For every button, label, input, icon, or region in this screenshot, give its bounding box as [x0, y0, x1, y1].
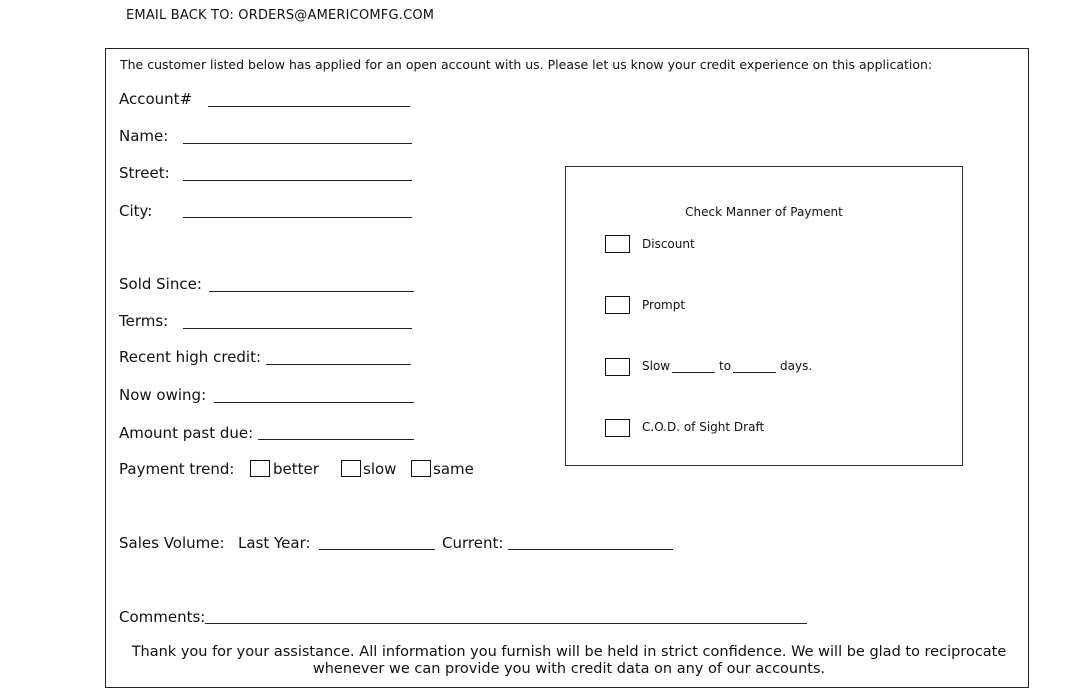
account-label: Account#: [119, 90, 193, 108]
thank-you-note: Thank you for your assistance. All information you furnish will be held in strict confidence. We will be glad to reciprocate whenever we can provide you with credit data on any of our accounts.: [131, 644, 1007, 677]
email-back-header: EMAIL BACK TO: ORDERS@AMERICOMFG.COM: [126, 8, 435, 23]
city-label: City:: [119, 202, 153, 220]
trend-better-label: better: [273, 460, 319, 478]
comments-label: Comments:: [119, 608, 206, 626]
amount-past-due-input-line[interactable]: [258, 439, 414, 440]
trend-same-checkbox[interactable]: [411, 460, 431, 477]
payment-manner-title: Check Manner of Payment: [685, 205, 843, 219]
slow-to-days-line[interactable]: [733, 372, 776, 373]
street-input-line[interactable]: [183, 180, 412, 181]
amount-past-due-label: Amount past due:: [119, 424, 254, 442]
slow-days-label: days.: [780, 359, 813, 373]
sold-since-label: Sold Since:: [119, 275, 202, 293]
trend-same-label: same: [433, 460, 474, 478]
now-owing-label: Now owing:: [119, 386, 207, 404]
cod-label: C.O.D. of Sight Draft: [642, 420, 765, 434]
form-intro: The customer listed below has applied for an open account with us. Please let us know your credit experience on this application:: [120, 57, 933, 72]
trend-better-checkbox[interactable]: [250, 460, 270, 477]
prompt-checkbox[interactable]: [605, 296, 630, 314]
city-input-line[interactable]: [183, 217, 412, 218]
name-input-line[interactable]: [183, 143, 412, 144]
sales-volume-label: Sales Volume:: [119, 534, 225, 552]
sold-since-input-line[interactable]: [209, 291, 414, 292]
trend-slow-checkbox[interactable]: [341, 460, 361, 477]
slow-label: Slow: [642, 359, 671, 373]
account-input-line[interactable]: [208, 106, 410, 107]
name-label: Name:: [119, 127, 169, 145]
cod-checkbox[interactable]: [605, 419, 630, 437]
trend-slow-label: slow: [363, 460, 397, 478]
street-label: Street:: [119, 164, 170, 182]
terms-label: Terms:: [119, 312, 169, 330]
discount-checkbox[interactable]: [605, 235, 630, 253]
slow-checkbox[interactable]: [605, 358, 630, 376]
comments-input-line[interactable]: [205, 623, 807, 624]
recent-high-credit-input-line[interactable]: [266, 364, 411, 365]
current-label: Current:: [442, 534, 504, 552]
last-year-label: Last Year:: [238, 534, 311, 552]
payment-trend-label: Payment trend:: [119, 460, 235, 478]
prompt-label: Prompt: [642, 298, 686, 312]
slow-from-days-line[interactable]: [672, 372, 715, 373]
slow-to-label: to: [719, 359, 732, 373]
current-input-line[interactable]: [508, 549, 673, 550]
now-owing-input-line[interactable]: [214, 402, 414, 403]
terms-input-line[interactable]: [183, 328, 412, 329]
discount-label: Discount: [642, 237, 695, 251]
last-year-input-line[interactable]: [319, 549, 435, 550]
recent-high-credit-label: Recent high credit:: [119, 348, 262, 366]
